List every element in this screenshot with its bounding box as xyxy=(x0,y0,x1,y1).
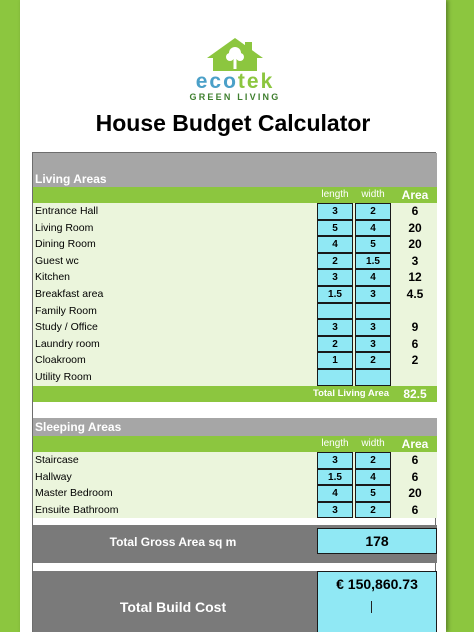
width-input[interactable]: 3 xyxy=(355,336,391,353)
logo-wordmark xyxy=(170,72,300,92)
area-value: 6 xyxy=(411,469,419,484)
width-input[interactable]: 5 xyxy=(355,485,391,502)
room-label: Living Room xyxy=(35,221,94,234)
length-input[interactable]: 1.5 xyxy=(317,286,353,303)
width-input[interactable] xyxy=(355,303,391,320)
room-label: Staircase xyxy=(35,454,79,466)
length-input[interactable]: 3 xyxy=(317,203,353,220)
house-logo-icon xyxy=(203,36,267,72)
room-row xyxy=(33,286,437,303)
total-living-area-label: Total Living Area xyxy=(312,388,389,399)
room-label: Hallway xyxy=(35,470,72,483)
room-label: Cloakroom xyxy=(35,354,86,367)
room-row xyxy=(33,220,437,237)
total-living-area-row xyxy=(33,386,437,402)
section-gap xyxy=(33,402,437,418)
logo-tek-text: tek xyxy=(237,70,275,93)
build-cost-value[interactable]: € 150,860.73 xyxy=(317,571,437,632)
length-input[interactable]: 2 xyxy=(317,336,353,353)
area-value: 2 xyxy=(411,353,419,368)
ecotek-logo xyxy=(170,36,300,108)
length-input[interactable]: 5 xyxy=(317,220,353,237)
room-row xyxy=(33,336,437,353)
width-header: width xyxy=(361,189,385,200)
width-input[interactable]: 4 xyxy=(355,469,391,486)
width-input[interactable]: 2 xyxy=(355,352,391,369)
length-input[interactable] xyxy=(317,303,353,320)
area-value: 3 xyxy=(411,253,419,268)
room-row xyxy=(33,502,437,519)
area-value: 4.5 xyxy=(406,287,424,301)
room-label: Master Bedroom xyxy=(35,487,113,500)
width-input[interactable]: 2 xyxy=(355,452,391,469)
room-label: Utility Room xyxy=(35,371,92,383)
length-input[interactable]: 3 xyxy=(317,319,353,336)
area-value: 6 xyxy=(411,453,419,467)
length-input[interactable]: 3 xyxy=(317,269,353,286)
area-value: 20 xyxy=(408,220,422,235)
length-input[interactable]: 4 xyxy=(317,236,353,253)
gross-area-value[interactable]: 178 xyxy=(317,528,437,554)
length-header: length xyxy=(321,438,349,449)
length-input[interactable]: 3 xyxy=(317,452,353,469)
length-input[interactable] xyxy=(317,369,353,386)
width-input[interactable]: 5 xyxy=(355,236,391,253)
width-input[interactable]: 4 xyxy=(355,220,391,237)
area-value: 9 xyxy=(411,320,419,335)
room-row xyxy=(33,319,437,336)
room-row xyxy=(33,203,437,220)
room-row xyxy=(33,253,437,270)
width-input[interactable]: 3 xyxy=(355,286,391,303)
page-title: House Budget Calculator xyxy=(95,110,371,136)
room-label: Entrance Hall xyxy=(35,205,99,217)
room-label: Guest wc xyxy=(35,254,79,267)
area-value: 6 xyxy=(411,502,419,517)
length-input[interactable]: 4 xyxy=(317,485,353,502)
room-label: Study / Office xyxy=(35,321,98,334)
length-input[interactable]: 1 xyxy=(317,352,353,369)
calculator-panel xyxy=(32,152,436,632)
room-label: Ensuite Bathroom xyxy=(35,503,119,516)
room-row xyxy=(33,352,437,369)
area-value: 6 xyxy=(411,336,419,351)
gross-area-bar xyxy=(33,525,437,563)
area-value: 20 xyxy=(408,237,422,252)
room-row xyxy=(33,452,437,469)
room-row xyxy=(33,269,437,286)
width-input[interactable]: 3 xyxy=(355,319,391,336)
logo-eco-text: eco xyxy=(195,70,238,93)
length-input[interactable]: 3 xyxy=(317,502,353,519)
build-cost-bar xyxy=(33,571,437,632)
gross-area-label: Total Gross Area sq m xyxy=(109,535,237,549)
length-input[interactable]: 2 xyxy=(317,253,353,270)
room-row xyxy=(33,369,437,386)
text-cursor xyxy=(371,601,372,613)
room-row xyxy=(33,485,437,502)
width-input[interactable]: 2 xyxy=(355,203,391,220)
area-value: 20 xyxy=(408,486,422,501)
room-row xyxy=(33,469,437,486)
length-header: length xyxy=(321,189,349,200)
spreadsheet-page xyxy=(20,0,446,632)
area-header: Area xyxy=(401,437,429,451)
width-header: width xyxy=(361,438,385,449)
room-row xyxy=(33,303,437,320)
build-cost-label: Total Build Cost xyxy=(119,599,227,615)
living-areas-title: Living Areas xyxy=(33,171,437,187)
room-row xyxy=(33,236,437,253)
length-input[interactable]: 1.5 xyxy=(317,469,353,486)
sleeping-areas-title: Sleeping Areas xyxy=(33,418,437,436)
width-input[interactable] xyxy=(355,369,391,386)
room-label: Kitchen xyxy=(35,271,71,284)
logo-tagline: GREEN LIVING xyxy=(189,92,281,102)
width-input[interactable]: 4 xyxy=(355,269,391,286)
sleeping-column-headers xyxy=(33,436,437,452)
room-label: Laundry room xyxy=(35,337,100,350)
top-grey-band xyxy=(33,153,437,167)
area-value: 12 xyxy=(408,270,422,285)
total-living-area-value: 82.5 xyxy=(403,387,427,401)
living-column-headers xyxy=(33,187,437,203)
room-label: Breakfast area xyxy=(35,288,104,300)
living-title-spacer xyxy=(33,167,437,171)
area-header: Area xyxy=(401,188,429,202)
width-input[interactable]: 2 xyxy=(355,502,391,519)
width-input[interactable]: 1.5 xyxy=(355,253,391,270)
room-label: Family Room xyxy=(35,304,97,317)
room-label: Dining Room xyxy=(35,238,96,251)
area-value: 6 xyxy=(411,204,419,218)
